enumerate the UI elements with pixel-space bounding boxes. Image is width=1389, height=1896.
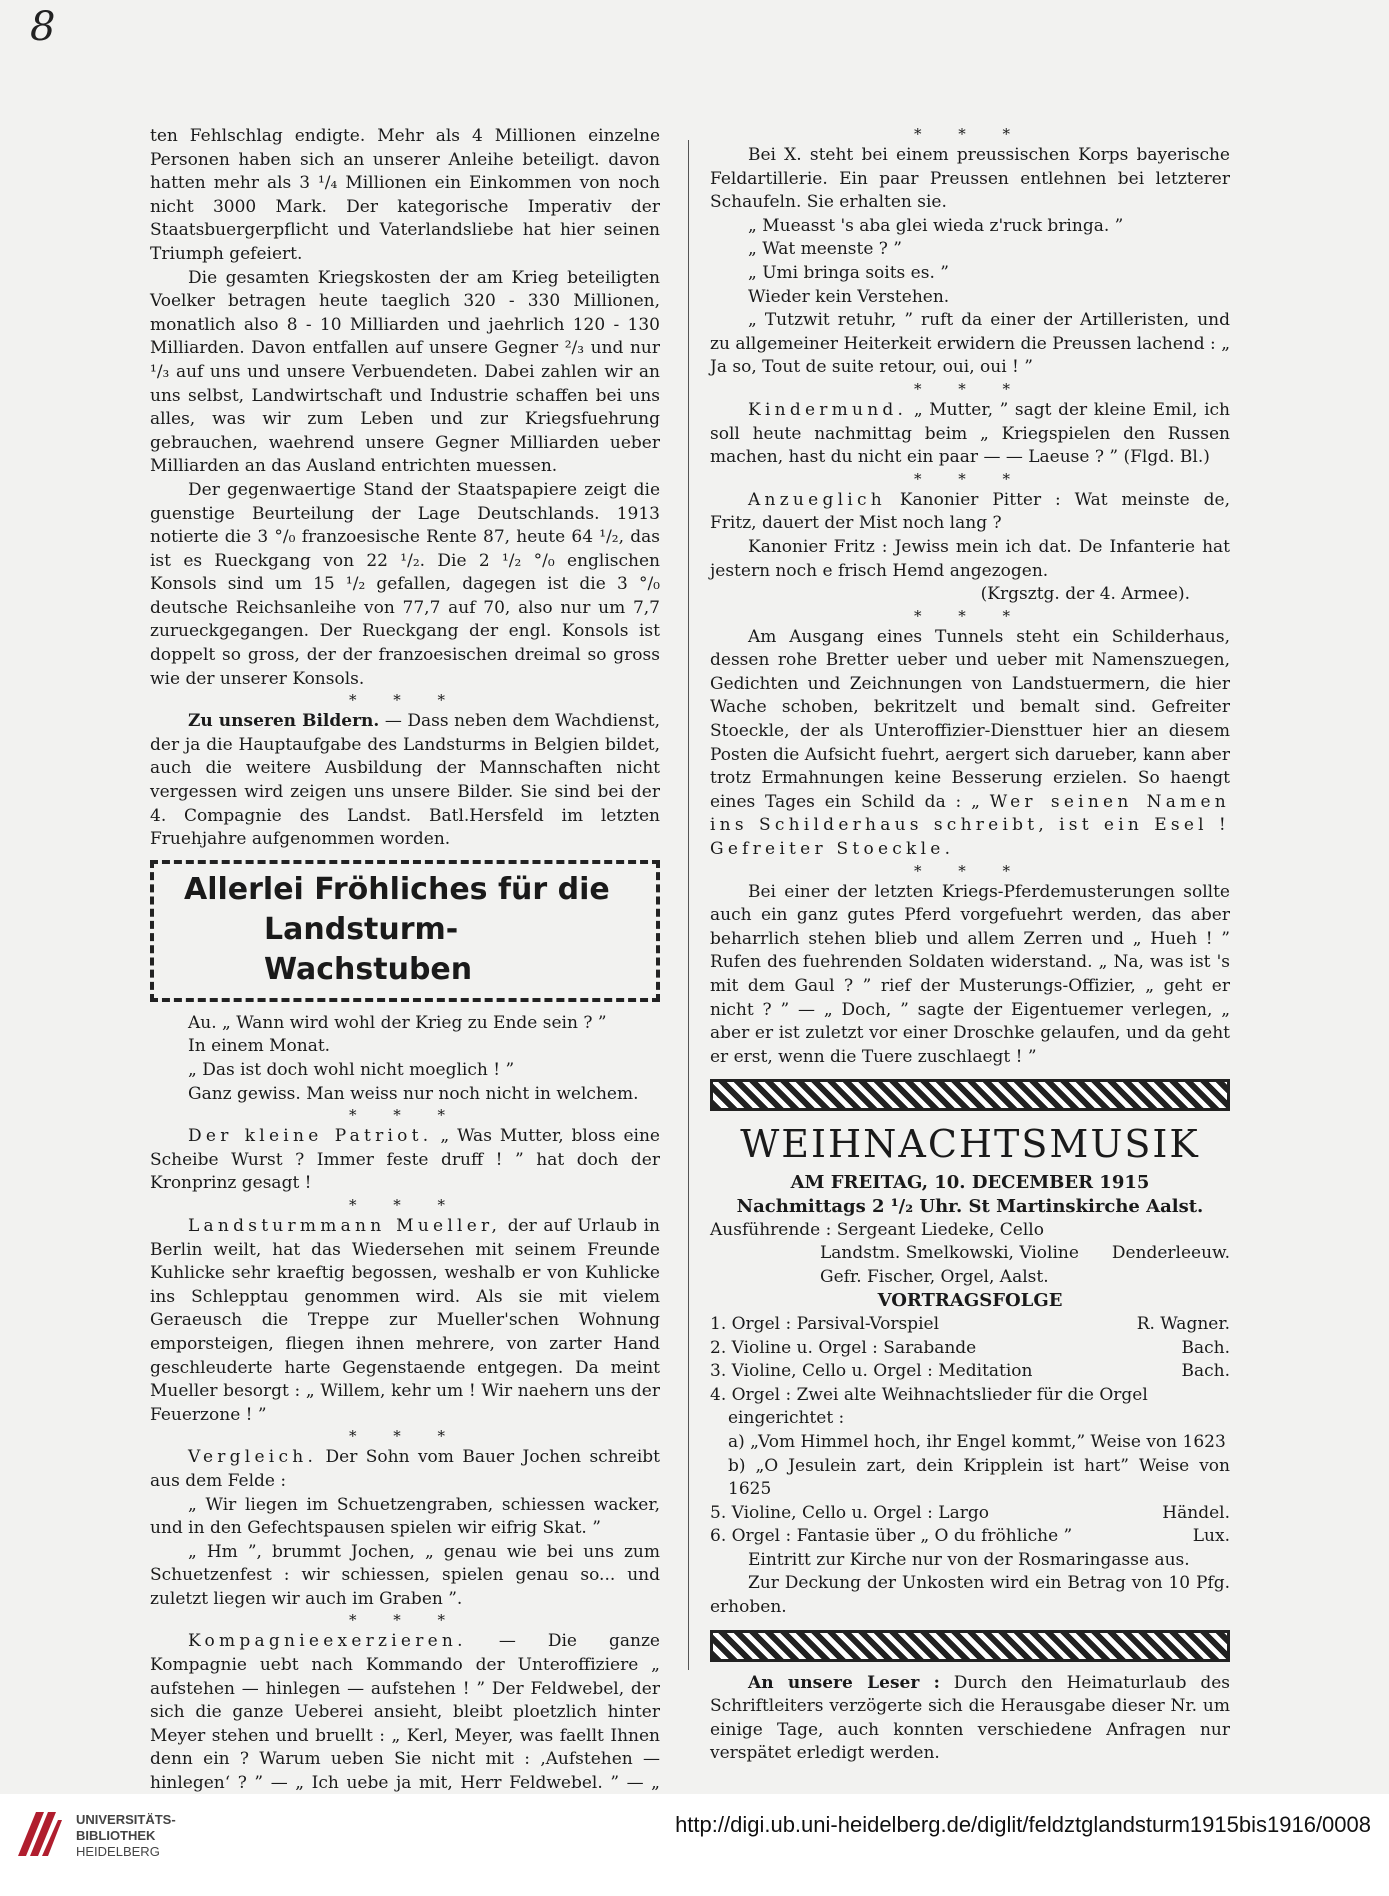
notice-leser: [710, 1672, 1230, 1766]
joke-x-line3: „ Umi bringa soits es. ”: [748, 262, 949, 283]
joke-anzueglich-source: (Krgsztg. der 4. Armee).: [980, 584, 1190, 605]
separator-stars: * * *: [348, 1427, 462, 1446]
program-item-title: 5. Violine, Cello u. Orgel : Largo: [710, 1502, 989, 1523]
program-item: [710, 1384, 1230, 1408]
concert-title: WEIHNACHTSMUSIK: [740, 1122, 1200, 1167]
joke-tunnel: [710, 626, 1230, 862]
library-name-line1: UNIVERSITÄTS-: [76, 1812, 176, 1827]
program-item-composer: Bach.: [1181, 1337, 1230, 1358]
joke-anzueglich-text: Kanonier Pitter : Wat meinste de, Fritz, dauert der Mist noch lang ?: [710, 489, 1230, 534]
joke-kompagnie-keyword: Kompagnieexerzieren.: [188, 1631, 467, 1652]
performers-row: [710, 1219, 1230, 1243]
joke-patriot: [150, 1125, 660, 1196]
concert-fee: Zur Deckung der Unkosten wird ein Betrag von 10 Pfg. erhoben.: [710, 1573, 1230, 1618]
concert-time: Nachmittags 2 ¹/₂ Uhr. St Martinskirche Aalst.: [736, 1195, 1204, 1217]
notice-leser-keyword: An unsere Leser :: [748, 1672, 940, 1693]
joke-tunnel-sign: Wer seinen Namen ins Schilderhaus schreibt, ist ein Esel ! Gefreiter Stoeckle.: [710, 791, 1231, 860]
column-divider: [688, 140, 689, 1670]
library-name: [76, 1812, 176, 1860]
concert-date: AM FREITAG, 10. DECEMBER 1915: [790, 1172, 1150, 1194]
joke-au-line4: Ganz gewiss. Man weiss nur noch nicht in welchem.: [188, 1083, 639, 1104]
paragraph-bilder: [150, 710, 660, 852]
ornament-band-top: [710, 1079, 1230, 1111]
ornament-band-bottom: [710, 1630, 1230, 1662]
program-item-composer: R. Wagner.: [1136, 1313, 1230, 1334]
program-item-composer: Händel.: [1162, 1502, 1230, 1523]
program-item: [710, 1313, 1230, 1337]
program-item-composer: Bach.: [1181, 1361, 1230, 1382]
right-column: [710, 125, 1230, 1766]
joke-x-line2: „ Wat meenste ? ”: [748, 239, 902, 260]
program-item-composer: Lux.: [1192, 1526, 1230, 1547]
joke-au-line3: „ Das ist doch wohl nicht moeglich ! ”: [188, 1060, 515, 1080]
joke-kindermund-text: „ Mutter, ” sagt der kleine Emil, ich soll heute nachmittag beim „ Kriegspielen den Russen machen, hast du nicht ein paar — — Laeuse ? ” (Flgd. Bl.): [710, 399, 1230, 468]
program-list: [710, 1313, 1230, 1549]
joke-au-line1: Au. „ Wann wird wohl der Krieg zu Ende sein ? ”: [188, 1012, 607, 1033]
program-item-title: eingerichtet :: [728, 1408, 845, 1429]
joke-anzueglich-keyword: Anzueglich: [748, 489, 886, 510]
joke-vergleich-text: Der Sohn vom Bauer Jochen schreibt aus dem Felde :: [150, 1447, 660, 1491]
notice-leser-text: Durch den Heimaturlaub des Schriftleiters verzögerte sich die Herausgabe dieser Nr. um einige Tage, auch konnten verschiedene Anfragen nur verspätet erledigt werden.: [710, 1672, 1230, 1764]
performers-line2: Landstm. Smelkowski, Violine: [820, 1243, 1079, 1264]
program-item-title: b) „O Jesulein zart, dein Kripplein ist hart” Weise von 1625: [728, 1455, 1230, 1500]
joke-vergleich-keyword: Vergleich.: [188, 1447, 318, 1468]
program-title: VORTRAGSFOLGE: [877, 1290, 1063, 1312]
joke-kindermund: [710, 399, 1230, 470]
joke-au-line2: In einem Monat.: [188, 1036, 331, 1057]
library-logo-icon: [14, 1806, 64, 1860]
joke-kindermund-keyword: Kindermund.: [748, 399, 908, 420]
joke-mueller-text: der auf Urlaub in Berlin weilt, hat das Wiedersehen mit seinem Freunde Kuhlicke sehr kraeftig begossen, weshalb er von Kuhlicke ins Schlepptau genommen wird. Als sie mit vielem Geraeusch die Treppe zur Mueller'schen Wohnung emporsteigen, fliegen ihnen mehrere, von zarter Hand geschleuderte harte Gegenstaende entgegen. Da meint Mueller besorgt : „ Willem, kehr um ! Wir naehern uns der Feuerzone ! ”: [150, 1215, 660, 1425]
program-item: [710, 1431, 1230, 1455]
library-name-line2: BIBLIOTHEK: [76, 1828, 156, 1843]
joke-x-line4: Wieder kein Verstehen.: [748, 286, 950, 307]
joke-kompagnie-text: — Die ganze Kompagnie uebt nach Kommando der Unteroffiziere „ aufstehen — hinlegen — aufstehen ! ” Der Feldwebel, der sich die ganze Ueberei ansieht, bleibt ploetzlich hinter Meyer stehen und bruellt : „ Kerl, Meyer, was faellt Ihnen denn ein ? Warum ueben Sie nicht mit : ‚Aufstehen — hinlegen‘ ? ” — „ Ich uebe ja mit, Herr Feldwebel. ” — „: [150, 1631, 660, 1794]
bilder-text: — Dass neben dem Wachdienst, der ja die Hauptaufgabe des Landsturms in Belgien bildet, auch die weitere Ausbildung der Mannschaften nicht vergessen wird zeigen uns unsere Bilder. Sie sind bei der 4. Compagnie des Landst. Batl.Hersfeld im letzten Fruehjahre aufgenommen worden.: [150, 711, 660, 850]
program-item-title: 4. Orgel : Zwei alte Weihnachtslieder für die Orgel: [710, 1384, 1148, 1405]
joke-vergleich: [150, 1446, 660, 1493]
joke-patriot-keyword: Der kleine Patriot.: [188, 1126, 433, 1147]
separator-stars: * * *: [913, 379, 1027, 398]
separator-stars: * * *: [348, 1195, 462, 1214]
concert-entry: Eintritt zur Kirche nur von der Rosmaringasse aus.: [748, 1549, 1190, 1570]
separator-stars: * * *: [348, 1106, 462, 1125]
joke-tunnel-text: Am Ausgang eines Tunnels steht ein Schilderhaus, dessen rohe Bretter ueber und ueber mit Namenszuegen, Gedichten und Zeichnungen von Landstuermern, die hier Wache schoben, bekritzelt und bemalt sind. Gefreiter Stoeckle, der als Unteroffizier-Diensttuer hier an diesem Posten die Aufsicht fuehrt, aergert sich darueber, kann aber trotz Ermahnungen keine Besserung erzielen. So haengt eines Tages ein Schild da : „: [710, 626, 1230, 812]
section-heading-line2: Landsturm-Wachstuben: [264, 911, 473, 987]
viewer-footer: [0, 1794, 1389, 1896]
separator-stars: * * *: [913, 469, 1027, 488]
library-name-line3: HEIDELBERG: [76, 1844, 160, 1859]
program-item-title: 6. Orgel : Fantasie über „ O du fröhliche ”: [710, 1526, 1073, 1547]
paragraph-anleihe: ten Fehlschlag endigte. Mehr als 4 Millionen einzelne Personen haben sich an unserer Anleihe beteiligt. davon hatten mehr als 3 ¹/₄ Millionen ein Einkommen von noch nicht 3000 Mark. Der kategorische Imperativ der Staatsbuergerpflicht und Vaterlandsliebe hat hier seinen Triumph gefeiert.: [150, 126, 660, 264]
program-item-title: 2. Violine u. Orgel : Sarabande: [710, 1337, 977, 1358]
joke-anzueglich-reply: Kanonier Fritz : Jewiss mein ich dat. De Infanterie hat jestern noch e frisch Hemd angezogen.: [710, 536, 1230, 581]
section-heading-line1: Allerlei Fröhliches für die: [184, 871, 610, 907]
joke-pferd: Bei einer der letzten Kriegs-Pferdemusterungen sollte auch ein ganz gutes Pferd vorgefuehrt werden, das aber beharrlich stehen blieb und allem Zerren und „ Hueh ! ” Rufen des fuehrenden Soldaten widerstand. „ Na, was ist 's mit dem Gaul ? ” rief der Musterungs-Offizier, „ geht er nicht ? ” — „ Doch, ” sagte der Eigentuemer verlegen, „ aber er ist zuletzt vor einer Droschke gelaufen, und da geht er erst, wenn die Tuere zuschlaegt ! ”: [710, 881, 1230, 1067]
joke-mueller: [150, 1215, 660, 1427]
section-heading-box: [150, 860, 660, 1002]
joke-patriot-text: „ Was Mutter, bloss eine Scheibe Wurst ? Immer feste druff ! ” hat doch der Kronprinz gesagt !: [150, 1126, 660, 1194]
joke-x-line5: „ Tutzwit retuhr, ” ruft da einer der Artilleristen, und zu allgemeiner Heiterkeit erwidern die Preussen lachend : „ Ja so, Tout de suite retour, oui, oui ! ”: [710, 310, 1230, 378]
program-item: [710, 1407, 1230, 1431]
program-item-title: 1. Orgel : Parsival-Vorspiel: [710, 1313, 940, 1334]
separator-stars: * * *: [348, 1611, 462, 1630]
separator-stars: * * *: [913, 606, 1027, 625]
separator-stars: * * *: [348, 691, 462, 710]
joke-mueller-keyword: Landsturmmann Mueller,: [188, 1215, 502, 1236]
program-item-title: 3. Violine, Cello u. Orgel : Meditation: [710, 1361, 1033, 1382]
program-item: [710, 1525, 1230, 1549]
program-item-title: a) „Vom Himmel hoch, ihr Engel kommt,” Weise von 1623: [728, 1431, 1226, 1452]
program-item: [710, 1455, 1230, 1502]
page-number: 8: [30, 4, 56, 50]
left-column: [150, 125, 660, 1866]
performers-line1: Ausführende : Sergeant Liedeke, Cello: [710, 1219, 1044, 1240]
joke-anzueglich: [710, 489, 1230, 536]
joke-vergleich-quote1: „ Wir liegen im Schuetzengraben, schiessen wacker, und in den Gefechtspausen spielen wir eifrig Skat. ”: [150, 1494, 660, 1539]
performers-line3: Gefr. Fischer, Orgel, Aalst.: [820, 1266, 1049, 1287]
paragraph-kriegskosten: Die gesamten Kriegskosten der am Krieg beteiligten Voelker betragen heute taeglich 320 - 330 Millionen, monatlich also 8 - 10 Milliarden und jaehrlich 120 - 130 Milliarden. Davon entfallen auf unsere Gegner ²/₃ und nur ¹/₃ auf uns und unsere Verbuendeten. Dabei zahlen wir an uns selbst, Landwirtschaft und Industrie schaffen bei uns alles, was wir zum Leben und zur Kriegsfuehrung gebrauchen, waehrend unsere Gegner Milliarden ueber Milliarden an das Ausland entrichten muessen.: [150, 267, 660, 477]
performers-place: Denderleeuw.: [1111, 1243, 1230, 1264]
bilder-title: Zu unseren Bildern.: [188, 711, 380, 732]
joke-vergleich-quote2: „ Hm ”, brummt Jochen, „ genau wie bei uns zum Schuetzenfest : wir schiessen, spielen genau so... und zuletzt liegen wir auch im Graben ”.: [150, 1541, 660, 1609]
program-item: [710, 1360, 1230, 1384]
joke-x-intro: Bei X. steht bei einem preussischen Korps bayerische Feldartillerie. Ein paar Preussen entlehnen bei letzterer Schaufeln. Sie erhalten sie.: [710, 145, 1230, 213]
program-item: [710, 1337, 1230, 1361]
joke-x-line1: „ Mueasst 's aba glei wieda z'ruck bringa. ”: [748, 215, 1124, 236]
program-item: [710, 1502, 1230, 1526]
performers-row-2: [710, 1242, 1230, 1266]
paragraph-staatspapiere: Der gegenwaertige Stand der Staatspapiere zeigt die guenstige Beurteilung der Lage Deutschlands. 1913 notierte die 3 °/₀ franzoesische Rente 87, heute 64 ¹/₂, das ist es Rueckgang von 22 ¹/₂. Die 2 ¹/₂ °/₀ englischen Konsols sind um 15 ¹/₂ gefallen, dagegen ist die 3 °/₀ deutsche Reichsanleihe von 77,7 auf 70, also nur um 7,7 zurueckgegangen. Der Rueckgang der engl. Konsols ist doppelt so gross, der der franzoesischen dreimal so gross wie der unserer Konsols.: [150, 479, 660, 689]
separator-stars: * * *: [913, 125, 1027, 143]
source-url-link[interactable]: http://digi.ub.uni-heidelberg.de/diglit/feldztglandsturm1915bis1916/0008: [675, 1812, 1371, 1837]
separator-stars: * * *: [913, 861, 1027, 880]
